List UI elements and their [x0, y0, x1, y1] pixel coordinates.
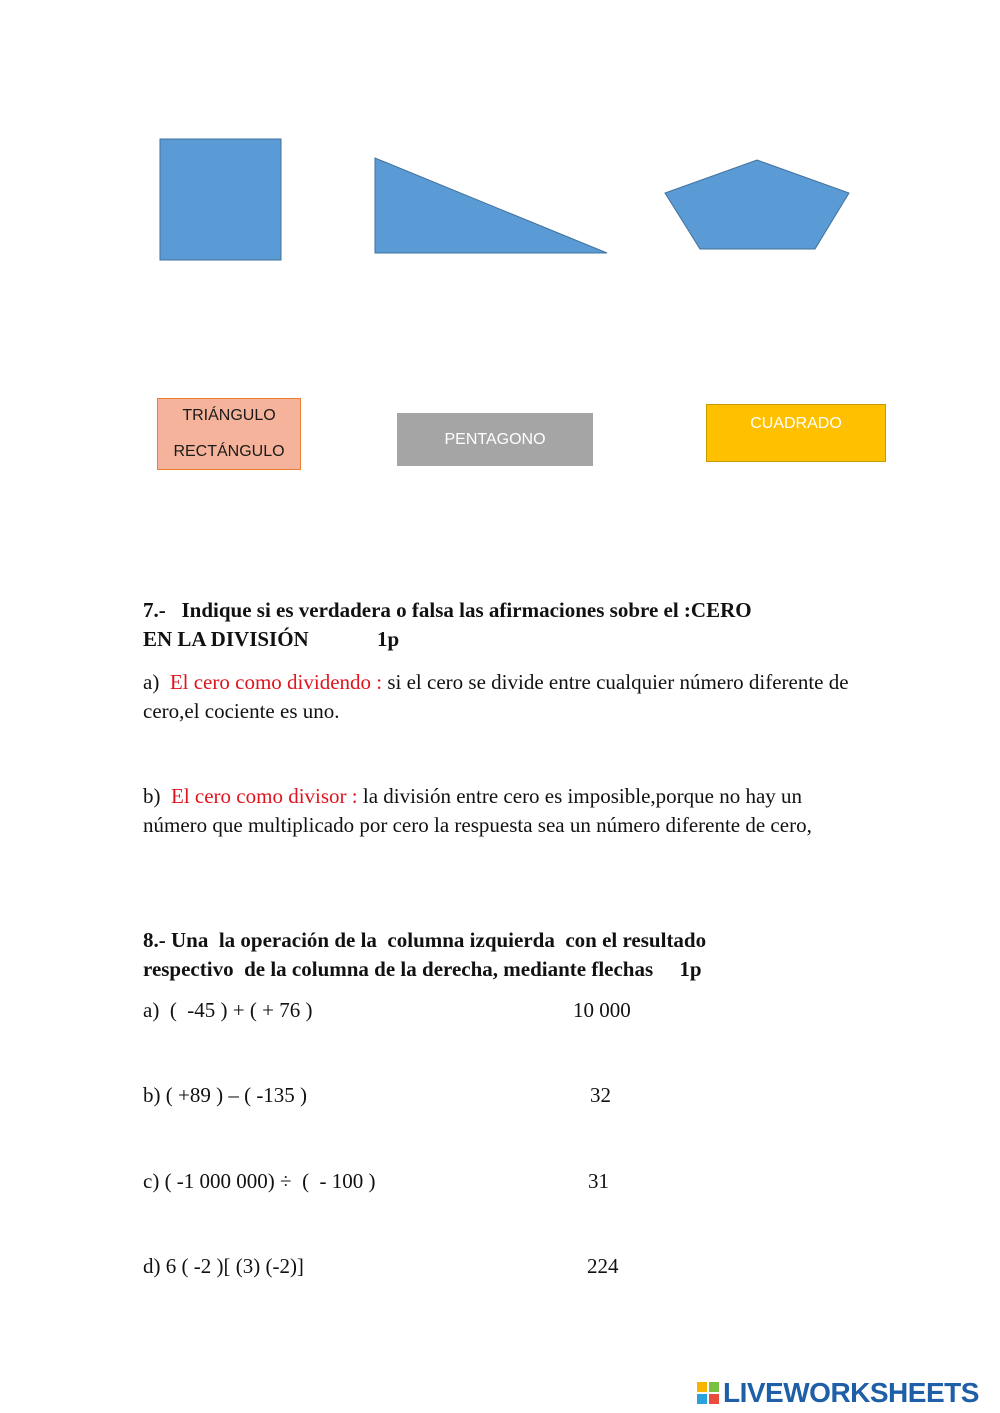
q7-a-red: El cero como dividendo : [169, 670, 383, 694]
q8-result-3[interactable]: 31 [588, 1169, 609, 1193]
label-triangulo-line1: TRIÁNGULO [182, 407, 276, 424]
q8-result-2[interactable]: 32 [590, 1083, 611, 1107]
q7-a-prefix: a) [143, 670, 170, 694]
liveworksheets-mark-icon [697, 1382, 719, 1404]
label-pentagono-text: PENTAGONO [444, 430, 546, 448]
label-triangulo-line2: RECTÁNGULO [173, 443, 285, 460]
q8-operation-c[interactable]: c) ( -1 000 000) ÷ ( - 100 ) [143, 1169, 376, 1193]
pentagon-shape[interactable] [665, 160, 849, 249]
liveworksheets-brand-text: LIVEWORKSHEETS [723, 1377, 979, 1408]
shapes-canvas [0, 0, 1000, 300]
q8-title-line2: respectivo de la columna de la derecha, mediante flechas 1p [143, 957, 702, 981]
q7-title-line1: 7.- Indique si es verdadera o falsa las afirmaciones sobre el :CERO [143, 598, 752, 622]
right-triangle-shape[interactable] [375, 158, 607, 253]
q8-operation-a[interactable]: a) ( -45 ) + ( + 76 ) [143, 998, 313, 1022]
square-shape[interactable] [160, 139, 281, 260]
label-triangulo-rectangulo[interactable] [157, 398, 301, 470]
q8-result-4[interactable]: 224 [587, 1254, 619, 1278]
q7-title-line2: EN LA DIVISIÓN 1p [143, 627, 400, 651]
label-cuadrado-text: CUADRADO [750, 415, 842, 432]
q8-title [143, 926, 843, 984]
label-pentagono[interactable] [397, 413, 593, 466]
q7-b-prefix: b) [143, 784, 171, 808]
q8-result-1[interactable]: 10 000 [573, 998, 631, 1022]
q7-statement-a [143, 668, 863, 726]
label-cuadrado[interactable] [706, 404, 886, 462]
q8-operation-d[interactable]: d) 6 ( -2 )[ (3) (-2)] [143, 1254, 304, 1278]
q7-statement-b [143, 782, 863, 840]
q8-operation-b[interactable]: b) ( +89 ) – ( -135 ) [143, 1083, 308, 1107]
q7-a-text: si el cero se divide entre cualquier número diferente de cero,el cociente es uno. [143, 670, 849, 723]
q7-b-red: El cero como divisor : [171, 784, 358, 808]
q7-b-text: la división entre cero es imposible,porque no hay un número que multiplicado por cero la respuesta sea un número diferente de cero, [143, 784, 812, 837]
liveworksheets-logo[interactable] [697, 1377, 979, 1409]
q8-title-line1: 8.- Una la operación de la columna izquierda con el resultado [143, 928, 707, 952]
q7-title [143, 596, 843, 654]
